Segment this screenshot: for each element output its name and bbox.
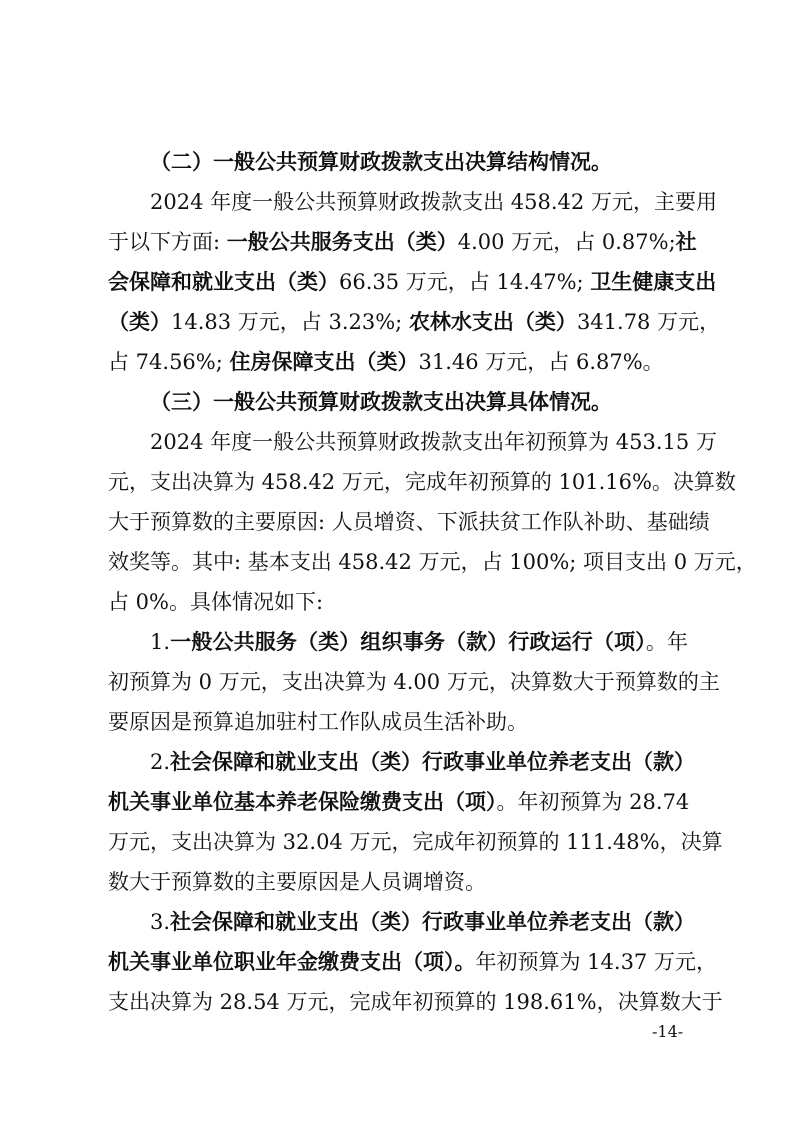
- paragraph-line: 效奖等。其中: 基本支出 458.42 万元，占 100%; 项目支出 0 万元，: [108, 550, 757, 574]
- paragraph-line: 元，支出决算为 458.42 万元，完成年初预算的 101.16%。决算数: [108, 470, 736, 494]
- paragraph-line: 2024 年度一般公共预算财政拨款支出年初预算为 453.15 万: [150, 430, 717, 454]
- paragraph-line: [108, 308, 721, 336]
- paragraph-line: 大于预算数的主要原因: 人员增资、下派扶贫工作队补助、基础绩: [108, 510, 710, 534]
- item-title: 一般公共服务（类）组织事务（款）行政运行（项）: [170, 630, 646, 654]
- paragraph-line: [108, 228, 697, 256]
- paragraph-line: 初预算为 0 万元，支出决算为 4.00 万元，决算数大于预算数的主: [108, 670, 720, 694]
- text-run: 于以下方面:: [108, 230, 227, 254]
- item-title: 机关事业单位基本养老保险缴费支出（项）: [108, 790, 497, 814]
- paragraph-line: [108, 268, 717, 296]
- item-number: 3.: [150, 910, 171, 934]
- paragraph-line: 万元，支出决算为 32.04 万元，完成年初预算的 111.48%，决算: [108, 830, 723, 854]
- paragraph-line: [108, 788, 688, 816]
- category-label: 住房保障支出（类）: [229, 350, 419, 374]
- item-title: 社会保障和就业支出（类）行政事业单位养老支出（款）: [170, 750, 696, 774]
- item-2-line: [150, 748, 696, 776]
- item-title: 机关事业单位职业年金缴费支出（项）。: [108, 950, 476, 974]
- paragraph-line: 2024 年度一般公共预算财政拨款支出 458.42 万元，主要用: [150, 190, 717, 214]
- text-run: 。年: [645, 630, 689, 654]
- category-label: （类）: [108, 310, 171, 334]
- text-run: 341.78 万元，: [576, 310, 721, 334]
- text-run: 14.83 万元，占 3.23%;: [171, 310, 409, 334]
- section-heading-2: （二）一般公共预算财政拨款支出决算结构情况。: [150, 150, 612, 174]
- item-3-line: [150, 908, 696, 936]
- category-label: 会保障和就业支出（类）: [108, 270, 339, 294]
- paragraph-line: 支出决算为 28.54 万元，完成年初预算的 198.61%，决算数大于: [108, 990, 723, 1014]
- item-1-line: [150, 628, 688, 656]
- category-label: 卫生健康支出: [590, 270, 717, 294]
- category-label: 农林水支出（类）: [408, 310, 577, 334]
- text-run: 31.46 万元，占 6.87%。: [418, 350, 664, 374]
- paragraph-line: [108, 348, 688, 376]
- paragraph-line: 数大于预算数的主要原因是人员调增资。: [108, 870, 486, 894]
- category-label: 社: [675, 230, 697, 254]
- page-number: -14-: [652, 1022, 684, 1041]
- section-heading-3: （三）一般公共预算财政拨款支出决算具体情况。: [150, 390, 612, 414]
- text-run: 4.00 万元，占 0.87%;: [457, 230, 676, 254]
- text-run: 占 74.56%;: [108, 350, 230, 374]
- paragraph-line: [108, 948, 717, 976]
- category-label: 一般公共服务支出（类）: [226, 230, 458, 254]
- text-run: 年初预算为 14.37 万元，: [475, 950, 717, 974]
- item-number: 2.: [150, 750, 171, 774]
- item-title: 社会保障和就业支出（类）行政事业单位养老支出（款）: [170, 910, 696, 934]
- paragraph-line: 占 0%。具体情况如下:: [108, 590, 324, 614]
- paragraph-line: 要原因是预算追加驻村工作队成员生活补助。: [108, 710, 528, 734]
- item-number: 1.: [150, 630, 171, 654]
- text-run: 。年初预算为 28.74: [496, 790, 690, 814]
- text-run: 66.35 万元，占 14.47%;: [339, 270, 591, 294]
